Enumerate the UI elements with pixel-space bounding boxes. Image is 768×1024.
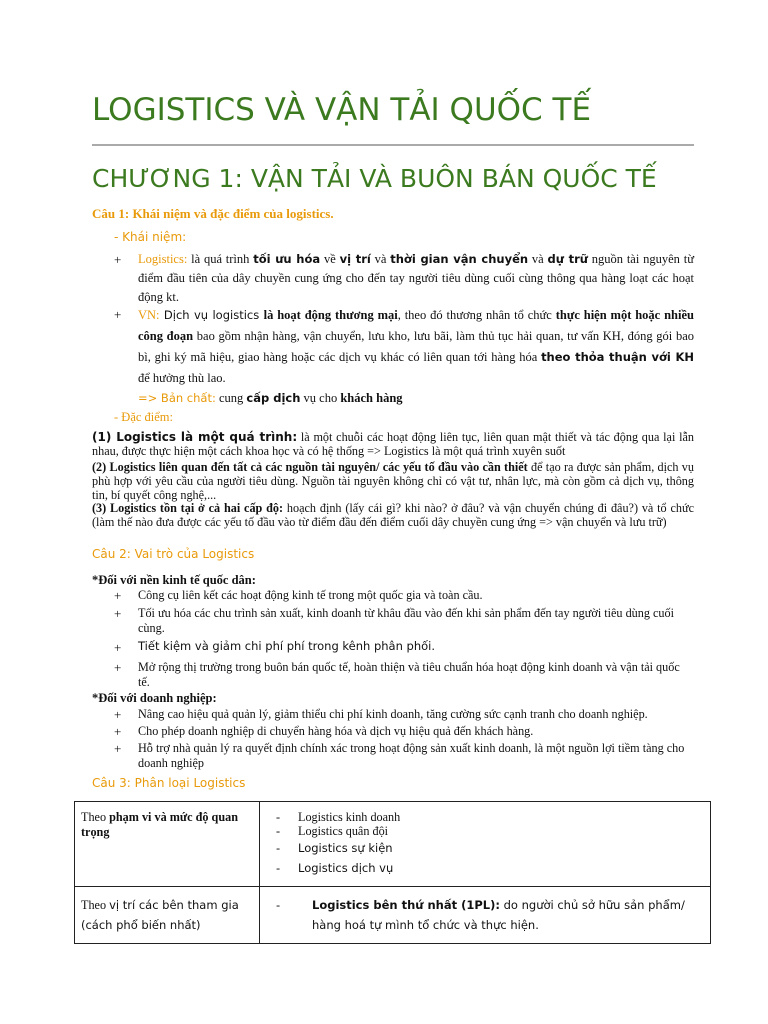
list-item: - Logistics dịch vụ <box>276 861 394 875</box>
definition-subheading: - Khái niệm: <box>114 230 187 244</box>
bullet-plus: + <box>114 724 122 739</box>
table-cell: Theo vị trí các bên tham gia (cách phổ biến nhất) <box>75 887 260 944</box>
list-item: - Logistics kinh doanh <box>276 810 401 824</box>
list-item: Cho phép doanh nghiệp di chuyển hàng hóa và dịch vụ hiệu quả đến khách hàng. <box>138 724 534 738</box>
bullet-plus: + <box>114 588 122 603</box>
question-2-heading: Câu 2: Vai trò của Logistics <box>92 547 255 561</box>
characteristic-1: (1) Logistics là một quá trình: là một chuỗi các hoạt động liên tục, liên quan mật thiết và tác động qua lại lẫn nhau, được thực hiện một cách khoa học và có hệ thống => Logistics là một quá trình xuyên suốt <box>92 430 694 458</box>
characteristic-3: (3) Logistics tồn tại ở cả hai cấp độ: hoạch định (lấy cái gì? khi nào? ở đâu? và vận chuyển chúng đi đâu?) và tổ chức (làm thế nào đưa được các yếu tố đầu vào từ điểm đầu đến điểm cuối dây chuyền cung ứng => vận chuyển và lưu trữ) <box>92 501 694 529</box>
table-cell <box>260 887 711 944</box>
list-item: Hỗ trợ nhà quản lý ra quyết định chính xác trong hoạt động sản xuất kinh doanh, là một nguồn lợi tiềm tàng cho doanh nghiệp <box>138 741 685 770</box>
list-item: Tối ưu hóa các chu trình sản xuất, kinh doanh từ khâu đầu vào đến khi sản phẩm đến tay người tiêu dùng cuối cùng. <box>138 606 674 635</box>
table-cell <box>260 802 711 887</box>
list-item: Nâng cao hiệu quả quản lý, giảm thiểu chi phí kinh doanh, tăng cường sức cạnh tranh cho doanh nghiệp. <box>138 707 648 721</box>
title-divider <box>92 144 694 146</box>
list-item: Công cụ liên kết các hoạt động kinh tế trong một quốc gia và toàn cầu. <box>138 588 483 602</box>
list-item: Mở rộng thị trường trong buôn bán quốc tế, hoàn thiện và tiêu chuẩn hóa hoạt động kinh doanh và vận tải quốc tế. <box>138 660 680 689</box>
chapter-heading: CHƯƠNG 1: VẬN TẢI VÀ BUÔN BÁN QUỐC TẾ <box>92 164 657 193</box>
list-item: - Logistics quân đội <box>276 824 389 838</box>
bullet-plus: + <box>114 640 122 655</box>
table-row <box>75 802 711 887</box>
bullet-plus: + <box>114 741 122 756</box>
table-cell: Theo phạm vi và mức độ quan trọng <box>75 802 260 887</box>
definition-logistics: Logistics: là quá trình tối ưu hóa về vị trí và thời gian vận chuyển và dự trữ nguồn tài nguyên từ điểm đầu tiên của dây chuyền cung ứng cho đến tay người tiêu dùng cuối cùng thông qua hàng loạt các hoạt động kt. <box>138 252 694 304</box>
essence-line: => Bản chất: cung cấp dịch vụ cho khách hàng <box>138 391 403 405</box>
document-title: LOGISTICS VÀ VẬN TẢI QUỐC TẾ <box>92 92 592 128</box>
characteristic-2: (2) Logistics liên quan đến tất cả các nguồn tài nguyên/ các yếu tố đầu vào cần thiết để tạo ra được sản phẩm, dịch vụ phù hợp với yêu cầu của người tiêu dùng. Nguồn tài nguyên không chỉ có vật tư, nhân lực, mà còn gồm cả dịch vụ, thông tin, bí quyết công nghệ,... <box>92 460 694 502</box>
bullet-plus: + <box>114 252 122 267</box>
definition-label: VN: <box>138 308 160 322</box>
definition-vn: VN: Dịch vụ logistics là hoạt động thương mại, theo đó thương nhân tổ chức thực hiện một hoặc nhiều công đoạn bao gồm nhận hàng, vận chuyển, lưu kho, lưu bãi, làm thủ tục hải quan, tư vấn KH, đóng gói bao bì, ghi ký mã hiệu, giao hàng hoặc các dịch vụ khác có liên quan tới hàng hóa theo thỏa thuận với KH để hưởng thù lao. <box>138 308 694 385</box>
characteristics-subheading: - Đặc điểm: <box>114 410 174 424</box>
question-1-heading: Câu 1: Khái niệm và đặc điểm của logistics. <box>92 206 334 221</box>
bullet-plus: + <box>114 307 122 322</box>
table-row <box>75 887 711 944</box>
list-item: Tiết kiệm và giảm chi phí phí trong kênh phân phối. <box>138 639 436 653</box>
classification-table <box>74 801 711 944</box>
bullet-plus: + <box>114 707 122 722</box>
bullet-plus: + <box>114 660 122 675</box>
economy-subheading: *Đối với nền kinh tế quốc dân: <box>92 573 256 587</box>
enterprise-subheading: *Đối với doanh nghiệp: <box>92 691 217 705</box>
list-item: - Logistics sự kiện <box>276 841 393 855</box>
bullet-plus: + <box>114 606 122 621</box>
list-item: - Logistics bên thứ nhất (1PL): do người chủ sở hữu sản phẩm/ hàng hoá tự mình tổ chức và thực hiện. <box>276 898 685 932</box>
question-3-heading: Câu 3: Phân loại Logistics <box>92 776 246 790</box>
definition-label: Logistics: <box>138 252 188 266</box>
